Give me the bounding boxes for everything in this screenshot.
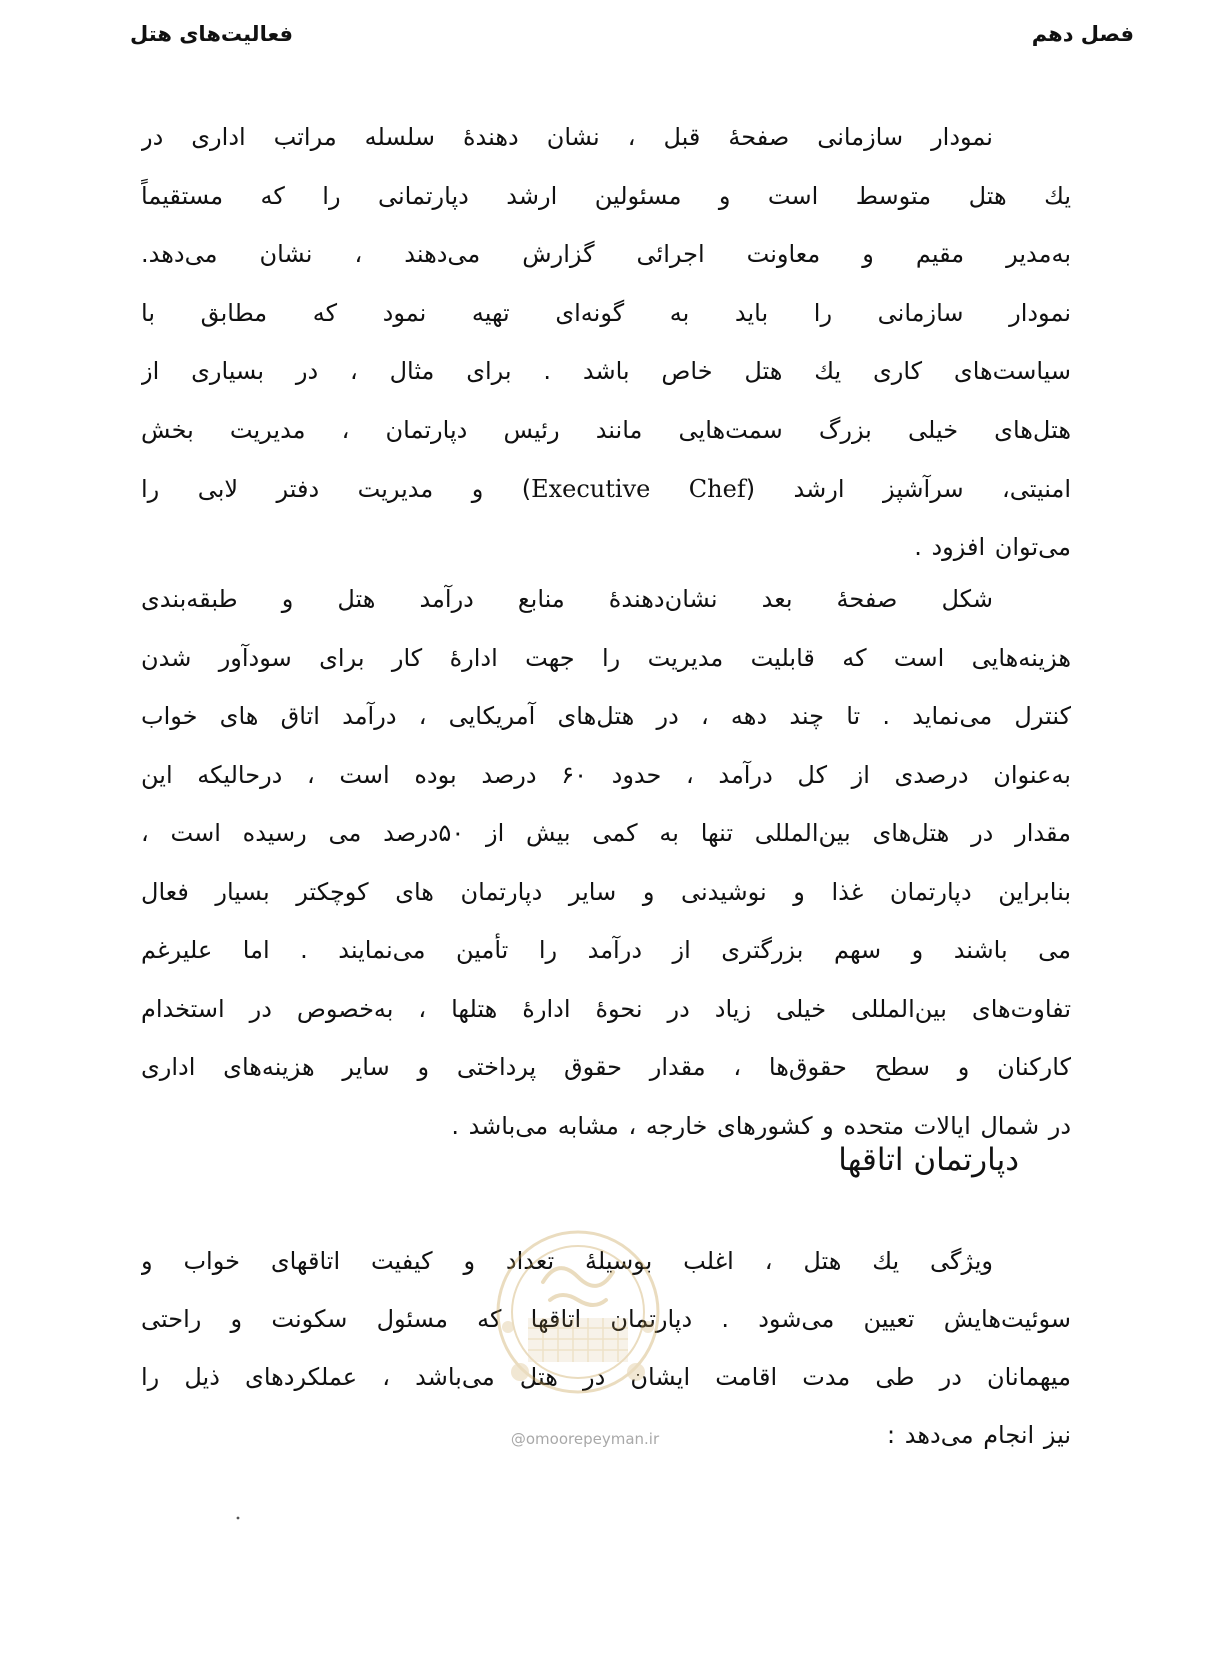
text-line: کنترل می‌نماید . تا چند دهه ، در هتل‌های آمریکایی ، درآمد اتاق های خواب bbox=[141, 702, 1071, 730]
text-line: در شمال ایالات متحده و کشورهای خارجه ، مشابه می‌باشد . bbox=[451, 1111, 1071, 1140]
text-line: نمودار سازمانی صفحهٔ قبل ، نشان دهندهٔ سلسله مراتب اداری در bbox=[141, 123, 993, 151]
text-line: به‌مدیر مقیم و معاونت اجرائی گزارش می‌دهند ، نشان می‌دهد. bbox=[141, 240, 1071, 269]
text-line: نمودار سازمانی را باید به گونه‌ای تهیه نمود که مطابق با bbox=[141, 298, 1071, 327]
text-line: یك هتل متوسط است و مسئولین ارشد دپارتمانی را که مستقیماً bbox=[141, 181, 1071, 210]
text-line: سوئیت‌هایش تعیین می‌شود . دپارتمان اتاقها که مسئول سکونت و راحتی bbox=[141, 1305, 1071, 1333]
paragraph-revenue bbox=[141, 570, 1071, 1155]
text-line: ویژگی یك هتل ، اغلب بوسیلهٔ تعداد و کیفیت اتاقهای خواب و bbox=[141, 1247, 993, 1275]
text-segment: ) و مدیریت دفتر لابی را bbox=[141, 474, 532, 503]
text-line: نیز انجام می‌دهد : bbox=[887, 1421, 1071, 1449]
chapter-title: فصل دهم bbox=[1031, 22, 1134, 46]
text-line: کارکنان و سطح حقوق‌ها ، مقدار حقوق پرداختی و سایر هزینه‌های اداری bbox=[141, 1053, 1071, 1081]
section-heading: دپارتمان اتاقها bbox=[838, 1142, 1019, 1178]
text-line: به‌عنوان درصدی از کل درآمد ، حدود ۶۰ درصد بوده است ، درحالیکه این bbox=[141, 760, 1071, 789]
watermark-caption: @omoorepeyman.ir bbox=[510, 1430, 660, 1448]
text-segment: امنیتی، سرآشپز ارشد ( bbox=[745, 474, 1071, 503]
latin-term: Executive Chef bbox=[531, 474, 746, 503]
text-line: می باشند و سهم بزرگتری از درآمد را تأمین می‌نمایند . اما علیرغم bbox=[141, 936, 1071, 964]
text-line: سیاست‌های کاری یك هتل خاص باشد . برای مثال ، در بسیاری از bbox=[141, 357, 1071, 386]
text-line: تفاوت‌های بین‌المللی خیلی زیاد در نحوهٔ ادارهٔ هتلها ، به‌خصوص در استخدام bbox=[141, 994, 1071, 1023]
text-line: شکل صفحهٔ بعد نشان‌دهندهٔ منابع درآمد هتل و طبقه‌بندی bbox=[141, 585, 993, 613]
text-line: بنابراین دپارتمان غذا و نوشیدنی و سایر دپارتمان های کوچکتر بسیار فعال bbox=[141, 877, 1071, 906]
text-line-mixed bbox=[141, 460, 1071, 519]
text-line: مقدار در هتل‌های بین‌المللی تنها به کمی بیش از ۵۰درصد می رسیده است ، bbox=[141, 819, 1071, 847]
text-line: هتل‌های خیلی بزرگ سمت‌هایی مانند رئیس دپارتمان ، مدیریت بخش bbox=[141, 415, 1071, 444]
text-line: هزینه‌هایی است که قابلیت مدیریت را جهت ادارهٔ کار برای سودآور شدن bbox=[141, 643, 1071, 672]
text-line: میهمانان در طی مدت اقامت ایشان در هتل می‌باشد ، عملکردهای ذیل را bbox=[141, 1363, 1071, 1391]
paragraph-org-chart bbox=[141, 108, 1071, 577]
section-running-title: فعالیت‌های هتل bbox=[130, 22, 294, 46]
text-line: می‌توان افزود . bbox=[914, 533, 1071, 562]
